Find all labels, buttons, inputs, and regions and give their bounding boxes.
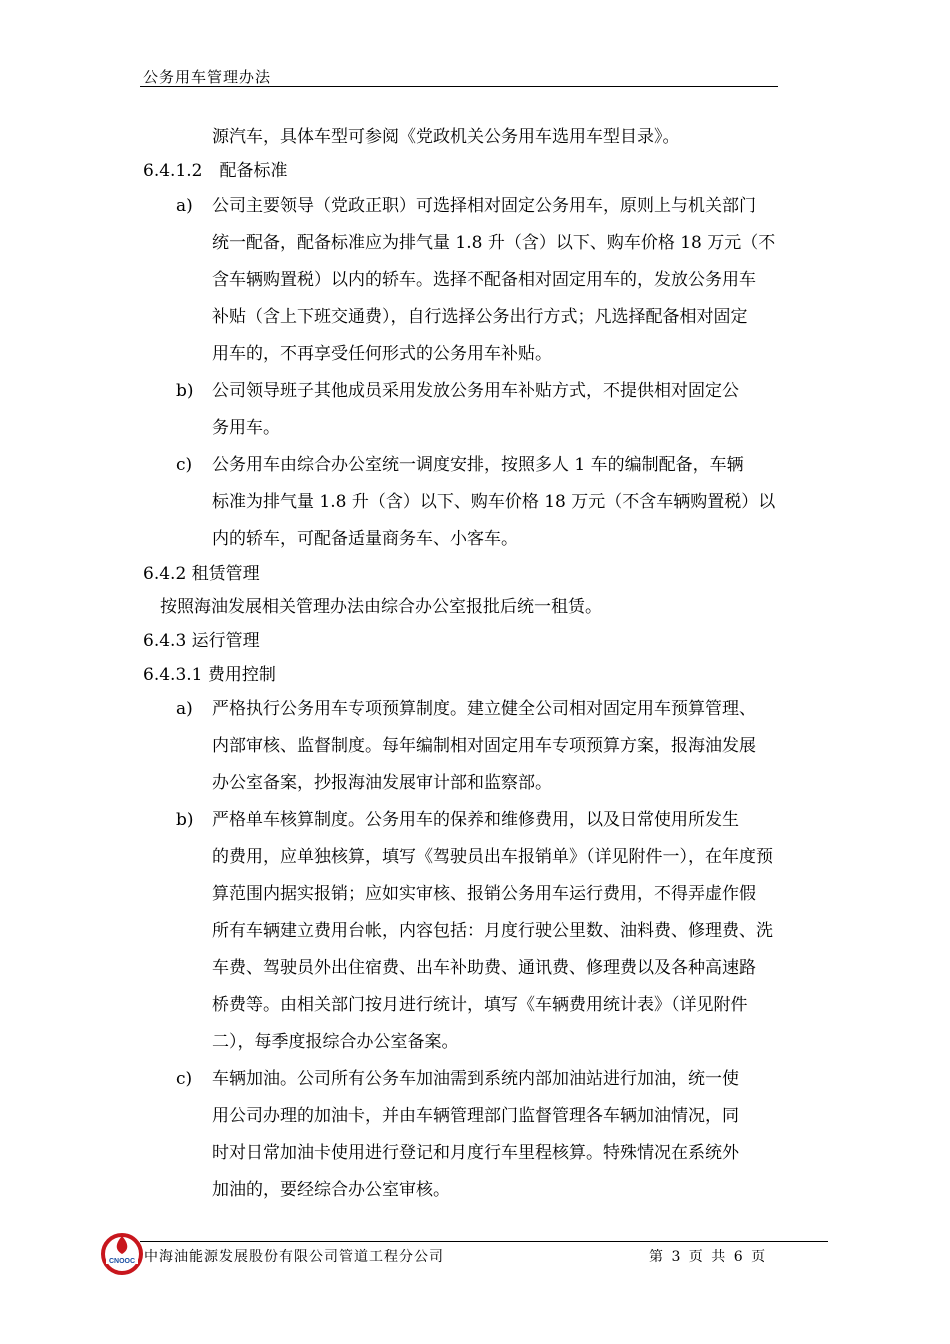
item-c-line-3: 时对日常加油卡使用进行登记和月度行车里程核算。特殊情况在系统外 (212, 1143, 739, 1163)
item-c-line-4: 加油的，要经综合办公室审核。 (212, 1180, 450, 1200)
heading-6-4-1-2: 6.4.1.2 配备标准 (143, 161, 288, 181)
header-rule (140, 86, 778, 87)
item-b-line-1: 公司领导班子其他成员采用发放公务用车补贴方式，不提供相对固定公 (212, 381, 739, 401)
item-b-line-2: 的费用，应单独核算，填写《驾驶员出车报销单》（详见附件一），在年度预 (212, 847, 773, 867)
list-marker-c: c) (176, 1069, 193, 1089)
item-a-line-5: 用车的，不再享受任何形式的公务用车补贴。 (212, 344, 552, 364)
item-b-line-5: 车费、驾驶员外出住宿费、出车补助费、通讯费、修理费以及各种高速路 (212, 958, 756, 978)
item-c-line-1: 车辆加油。公司所有公务车加油需到系统内部加油站进行加油，统一使 (212, 1069, 739, 1089)
paragraph-continued: 源汽车，具体车型可参阅《党政机关公务用车选用车型目录》。 (212, 127, 680, 147)
item-a-line-1: 公司主要领导（党政正职）可选择相对固定公务用车，原则上与机关部门 (212, 196, 756, 216)
list-marker-a: a) (176, 196, 193, 216)
heading-6-4-3-1: 6.4.3.1 费用控制 (143, 665, 276, 685)
item-a-line-2: 统一配备，配备标准应为排气量 1.8 升（含）以下、购车价格 18 万元（不 (212, 233, 776, 253)
item-a-line-4: 补贴（含上下班交通费），自行选择公务出行方式；凡选择配备相对固定 (212, 307, 748, 327)
footer-rule (140, 1241, 828, 1242)
item-b-line-2: 务用车。 (212, 418, 280, 438)
item-b-line-6: 桥费等。由相关部门按月进行统计，填写《车辆费用统计表》（详见附件 (212, 995, 748, 1015)
logo-text: CNOOC (108, 1258, 136, 1265)
item-c-line-2: 用公司办理的加油卡，并由车辆管理部门监督管理各车辆加油情况，同 (212, 1106, 739, 1126)
item-c-line-2: 标准为排气量 1.8 升（含）以下、购车价格 18 万元（不含车辆购置税）以 (212, 492, 776, 512)
item-b-line-7: 二），每季度报综合办公室备案。 (212, 1032, 459, 1052)
item-a-line-2: 内部审核、监督制度。每年编制相对固定用车专项预算方案，报海油发展 (212, 736, 756, 756)
header-title: 公务用车管理办法 (143, 68, 272, 86)
cnooc-logo-icon (100, 1232, 144, 1276)
item-b-line-4: 所有车辆建立费用台帐，内容包括：月度行驶公里数、油料费、修理费、洗 (212, 921, 773, 941)
heading-6-4-2: 6.4.2 租赁管理 (143, 564, 260, 584)
list-marker-c: c) (176, 455, 193, 475)
list-marker-a: a) (176, 699, 193, 719)
item-c-line-3: 内的轿车，可配备适量商务车、小客车。 (212, 529, 518, 549)
list-marker-b: b) (176, 810, 194, 830)
item-a-line-3: 含车辆购置税）以内的轿车。选择不配备相对固定用车的，发放公务用车 (212, 270, 756, 290)
paragraph-6-4-2: 按照海油发展相关管理办法由综合办公室报批后统一租赁。 (160, 597, 602, 617)
item-a-line-3: 办公室备案，抄报海油发展审计部和监察部。 (212, 773, 552, 793)
item-c-line-1: 公务用车由综合办公室统一调度安排，按照多人 1 车的编制配备，车辆 (212, 455, 744, 475)
page-number: 第 3 页 共 6 页 (649, 1249, 766, 1265)
item-b-line-3: 算范围内据实报销；应如实审核、报销公务用车运行费用，不得弄虚作假 (212, 884, 756, 904)
item-a-line-1: 严格执行公务用车专项预算制度。建立健全公司相对固定用车预算管理、 (212, 699, 756, 719)
footer-company-name: 中海油能源发展股份有限公司管道工程分公司 (144, 1249, 444, 1265)
item-b-line-1: 严格单车核算制度。公务用车的保养和维修费用，以及日常使用所发生 (212, 810, 739, 830)
list-marker-b: b) (176, 381, 194, 401)
heading-6-4-3: 6.4.3 运行管理 (143, 631, 260, 651)
